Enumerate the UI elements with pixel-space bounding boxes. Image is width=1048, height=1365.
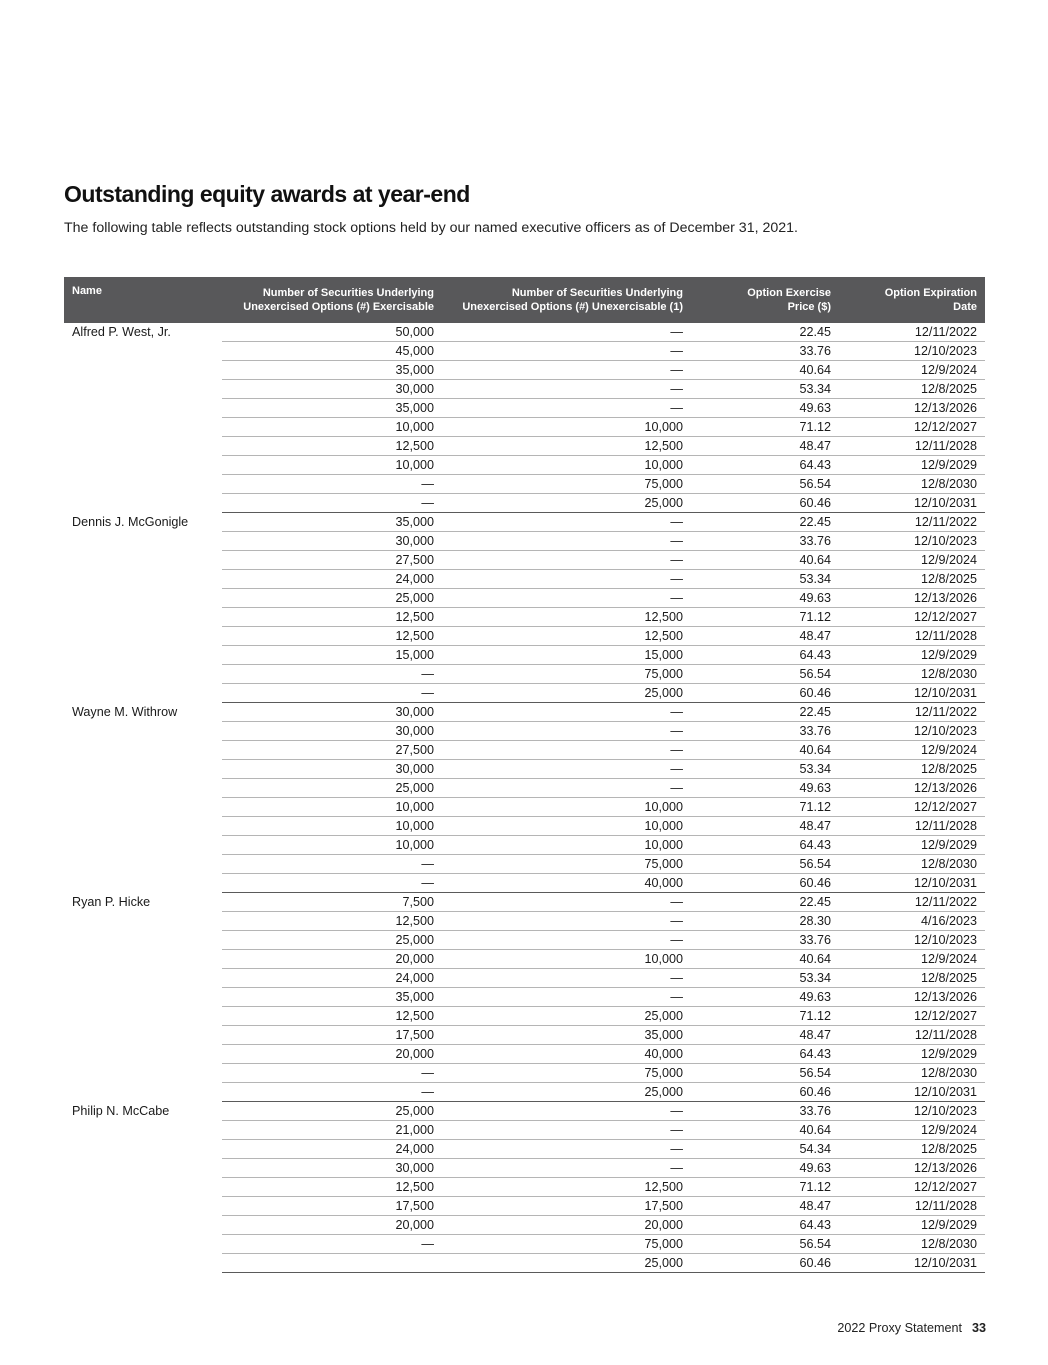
expiration-date-cell: 12/8/2025 — [839, 760, 985, 779]
officer-name: Alfred P. West, Jr. — [72, 325, 171, 339]
expiration-date-cell: 12/11/2028 — [839, 1197, 985, 1216]
unexercisable-cell: — — [442, 399, 691, 418]
exercise-price-cell: 40.64 — [691, 741, 839, 760]
unexercisable-cell: — — [442, 893, 691, 912]
exercisable-cell: — — [222, 874, 442, 893]
exercise-price-cell: 22.45 — [691, 703, 839, 722]
expiration-date-cell: 12/11/2022 — [839, 703, 985, 722]
unexercisable-cell: — — [442, 342, 691, 361]
exercisable-cell: 24,000 — [222, 1140, 442, 1159]
expiration-date-cell: 12/8/2025 — [839, 969, 985, 988]
unexercisable-cell: — — [442, 1121, 691, 1140]
expiration-date-cell: 12/12/2027 — [839, 798, 985, 817]
unexercisable-cell: — — [442, 323, 691, 342]
exercisable-cell: 30,000 — [222, 722, 442, 741]
expiration-date-cell: 12/13/2026 — [839, 779, 985, 798]
exercise-price-cell: 71.12 — [691, 1007, 839, 1026]
exercise-price-cell: 40.64 — [691, 361, 839, 380]
exercisable-cell: 30,000 — [222, 532, 442, 551]
exercise-price-cell: 56.54 — [691, 1064, 839, 1083]
exercise-price-cell: 48.47 — [691, 627, 839, 646]
header-expiration-date: Option Expiration Date — [839, 277, 985, 323]
exercisable-cell: 50,000 — [222, 323, 442, 342]
exercisable-cell: 10,000 — [222, 418, 442, 437]
unexercisable-cell: 75,000 — [442, 1235, 691, 1254]
exercisable-cell: 24,000 — [222, 969, 442, 988]
expiration-date-cell: 12/13/2026 — [839, 399, 985, 418]
unexercisable-cell: 10,000 — [442, 950, 691, 969]
exercise-price-cell: 56.54 — [691, 475, 839, 494]
exercisable-cell: 20,000 — [222, 1216, 442, 1235]
exercise-price-cell: 49.63 — [691, 589, 839, 608]
exercise-price-cell: 56.54 — [691, 665, 839, 684]
expiration-date-cell: 12/9/2029 — [839, 456, 985, 475]
exercisable-cell: — — [222, 684, 442, 703]
expiration-date-cell: 12/10/2023 — [839, 722, 985, 741]
exercisable-cell: 7,500 — [222, 893, 442, 912]
unexercisable-cell: 35,000 — [442, 1026, 691, 1045]
unexercisable-cell: — — [442, 589, 691, 608]
expiration-date-cell: 12/9/2024 — [839, 361, 985, 380]
table-row — [64, 513, 985, 532]
expiration-date-cell: 12/11/2022 — [839, 513, 985, 532]
exercise-price-cell: 64.43 — [691, 836, 839, 855]
expiration-date-cell: 12/10/2031 — [839, 1083, 985, 1102]
unexercisable-cell: — — [442, 513, 691, 532]
expiration-date-cell: 12/11/2028 — [839, 817, 985, 836]
unexercisable-cell: 40,000 — [442, 874, 691, 893]
expiration-date-cell: 12/10/2031 — [839, 684, 985, 703]
exercise-price-cell: 49.63 — [691, 399, 839, 418]
exercise-price-cell: 40.64 — [691, 1121, 839, 1140]
expiration-date-cell: 12/9/2029 — [839, 1216, 985, 1235]
exercise-price-cell: 56.54 — [691, 855, 839, 874]
expiration-date-cell: 12/9/2024 — [839, 950, 985, 969]
exercise-price-cell: 60.46 — [691, 1083, 839, 1102]
exercise-price-cell: 60.46 — [691, 874, 839, 893]
unexercisable-cell: — — [442, 551, 691, 570]
expiration-date-cell: 12/10/2023 — [839, 931, 985, 950]
expiration-date-cell: 12/9/2029 — [839, 646, 985, 665]
expiration-date-cell: 12/8/2030 — [839, 475, 985, 494]
unexercisable-cell: — — [442, 988, 691, 1007]
expiration-date-cell: 12/12/2027 — [839, 1178, 985, 1197]
exercisable-cell: 25,000 — [222, 931, 442, 950]
exercisable-cell: 10,000 — [222, 817, 442, 836]
exercise-price-cell: 64.43 — [691, 1045, 839, 1064]
unexercisable-cell: 75,000 — [442, 475, 691, 494]
expiration-date-cell: 12/9/2029 — [839, 836, 985, 855]
expiration-date-cell: 12/12/2027 — [839, 608, 985, 627]
exercise-price-cell: 48.47 — [691, 437, 839, 456]
expiration-date-cell: 12/10/2031 — [839, 1254, 985, 1273]
unexercisable-cell: 20,000 — [442, 1216, 691, 1235]
exercisable-cell: — — [222, 1235, 442, 1254]
unexercisable-cell: 25,000 — [442, 1083, 691, 1102]
exercise-price-cell: 22.45 — [691, 323, 839, 342]
unexercisable-cell: — — [442, 1140, 691, 1159]
exercisable-cell: 12,500 — [222, 1007, 442, 1026]
unexercisable-cell: 25,000 — [442, 684, 691, 703]
exercise-price-cell: 64.43 — [691, 1216, 839, 1235]
exercisable-cell: 10,000 — [222, 836, 442, 855]
exercise-price-cell: 54.34 — [691, 1140, 839, 1159]
expiration-date-cell: 12/8/2030 — [839, 855, 985, 874]
unexercisable-cell: — — [442, 1102, 691, 1121]
exercisable-cell: 10,000 — [222, 798, 442, 817]
expiration-date-cell: 12/10/2023 — [839, 1102, 985, 1121]
exercisable-cell: 35,000 — [222, 988, 442, 1007]
exercisable-cell: 17,500 — [222, 1197, 442, 1216]
unexercisable-cell: 10,000 — [442, 817, 691, 836]
exercisable-cell: 30,000 — [222, 760, 442, 779]
expiration-date-cell: 12/13/2026 — [839, 988, 985, 1007]
exercisable-cell: 30,000 — [222, 380, 442, 399]
expiration-date-cell: 12/8/2030 — [839, 1064, 985, 1083]
expiration-date-cell: 12/10/2023 — [839, 532, 985, 551]
expiration-date-cell: 12/9/2024 — [839, 741, 985, 760]
exercisable-cell: 30,000 — [222, 703, 442, 722]
exercisable-cell: — — [222, 494, 442, 513]
expiration-date-cell: 12/8/2025 — [839, 1140, 985, 1159]
expiration-date-cell: 12/12/2027 — [839, 418, 985, 437]
intro-paragraph: The following table reflects outstanding stock options held by our named executive officers as of December 31, 2021. — [64, 220, 798, 236]
exercisable-cell: 35,000 — [222, 361, 442, 380]
unexercisable-cell: — — [442, 779, 691, 798]
exercisable-cell: 20,000 — [222, 950, 442, 969]
exercise-price-cell: 64.43 — [691, 646, 839, 665]
unexercisable-cell: 75,000 — [442, 665, 691, 684]
exercise-price-cell: 22.45 — [691, 893, 839, 912]
table-row — [64, 893, 985, 912]
table-header — [64, 277, 985, 323]
exercise-price-cell: 28.30 — [691, 912, 839, 931]
equity-awards-table — [64, 277, 985, 1273]
table-row — [64, 703, 985, 722]
exercisable-cell: 25,000 — [222, 1102, 442, 1121]
exercisable-cell: — — [222, 475, 442, 494]
unexercisable-cell: 12,500 — [442, 627, 691, 646]
expiration-date-cell: 12/10/2031 — [839, 494, 985, 513]
expiration-date-cell: 12/8/2030 — [839, 1235, 985, 1254]
officer-name: Ryan P. Hicke — [72, 894, 151, 909]
officer-name: Philip N. McCabe — [72, 1103, 170, 1118]
exercise-price-cell: 56.54 — [691, 1235, 839, 1254]
exercise-price-cell: 48.47 — [691, 817, 839, 836]
exercise-price-cell: 33.76 — [691, 532, 839, 551]
exercise-price-cell: 40.64 — [691, 551, 839, 570]
expiration-date-cell: 12/10/2031 — [839, 874, 985, 893]
exercisable-cell: 45,000 — [222, 342, 442, 361]
expiration-date-cell: 12/9/2029 — [839, 1045, 985, 1064]
unexercisable-cell: 25,000 — [442, 1254, 691, 1273]
unexercisable-cell: — — [442, 532, 691, 551]
header-name: Name — [64, 277, 222, 323]
unexercisable-cell: 12,500 — [442, 437, 691, 456]
unexercisable-cell: 10,000 — [442, 418, 691, 437]
exercise-price-cell: 53.34 — [691, 969, 839, 988]
expiration-date-cell: 12/9/2024 — [839, 1121, 985, 1140]
expiration-date-cell: 12/13/2026 — [839, 1159, 985, 1178]
expiration-date-cell: 12/10/2023 — [839, 342, 985, 361]
exercisable-cell: — — [222, 855, 442, 874]
expiration-date-cell: 12/13/2026 — [839, 589, 985, 608]
exercise-price-cell: 53.34 — [691, 570, 839, 589]
page-number: 33 — [971, 1321, 986, 1335]
exercisable-cell: 12,500 — [222, 437, 442, 456]
unexercisable-cell: 75,000 — [442, 855, 691, 874]
unexercisable-cell: — — [442, 969, 691, 988]
exercise-price-cell: 71.12 — [691, 1178, 839, 1197]
exercise-price-cell: 48.47 — [691, 1197, 839, 1216]
unexercisable-cell: — — [442, 760, 691, 779]
footer-label: 2022 Proxy Statement — [837, 1321, 962, 1335]
unexercisable-cell: 25,000 — [442, 1007, 691, 1026]
exercisable-cell — [222, 1254, 442, 1273]
exercise-price-cell: 33.76 — [691, 931, 839, 950]
table-row — [64, 1102, 985, 1121]
exercise-price-cell: 53.34 — [691, 760, 839, 779]
expiration-date-cell: 4/16/2023 — [839, 912, 985, 931]
unexercisable-cell: — — [442, 722, 691, 741]
unexercisable-cell: — — [442, 361, 691, 380]
unexercisable-cell: 10,000 — [442, 798, 691, 817]
exercise-price-cell: 71.12 — [691, 418, 839, 437]
unexercisable-cell: 25,000 — [442, 494, 691, 513]
exercise-price-cell: 33.76 — [691, 1102, 839, 1121]
exercisable-cell: 35,000 — [222, 513, 442, 532]
unexercisable-cell: 40,000 — [442, 1045, 691, 1064]
exercisable-cell: 27,500 — [222, 741, 442, 760]
unexercisable-cell: — — [442, 1159, 691, 1178]
unexercisable-cell: — — [442, 931, 691, 950]
expiration-date-cell: 12/8/2025 — [839, 380, 985, 399]
unexercisable-cell: 12,500 — [442, 1178, 691, 1197]
unexercisable-cell: — — [442, 912, 691, 931]
unexercisable-cell: 10,000 — [442, 456, 691, 475]
exercisable-cell: 25,000 — [222, 779, 442, 798]
officer-name: Wayne M. Withrow — [72, 704, 178, 719]
exercise-price-cell: 60.46 — [691, 1254, 839, 1273]
exercisable-cell: 27,500 — [222, 551, 442, 570]
exercisable-cell: 15,000 — [222, 646, 442, 665]
unexercisable-cell: 75,000 — [442, 1064, 691, 1083]
expiration-date-cell: 12/11/2028 — [839, 1026, 985, 1045]
unexercisable-cell: 12,500 — [442, 608, 691, 627]
exercisable-cell: 30,000 — [222, 1159, 442, 1178]
page-footer — [837, 1321, 986, 1335]
exercisable-cell: 12,500 — [222, 608, 442, 627]
expiration-date-cell: 12/11/2022 — [839, 893, 985, 912]
expiration-date-cell: 12/11/2028 — [839, 627, 985, 646]
exercisable-cell: 10,000 — [222, 456, 442, 475]
exercisable-cell: 12,500 — [222, 912, 442, 931]
exercise-price-cell: 71.12 — [691, 798, 839, 817]
exercise-price-cell: 49.63 — [691, 988, 839, 1007]
exercise-price-cell: 49.63 — [691, 1159, 839, 1178]
exercisable-cell: 12,500 — [222, 1178, 442, 1197]
expiration-date-cell: 12/8/2025 — [839, 570, 985, 589]
exercise-price-cell: 22.45 — [691, 513, 839, 532]
header-exercise-price: Option Exercise Price ($) — [691, 277, 839, 323]
exercise-price-cell: 53.34 — [691, 380, 839, 399]
exercise-price-cell: 40.64 — [691, 950, 839, 969]
unexercisable-cell: — — [442, 570, 691, 589]
exercise-price-cell: 60.46 — [691, 684, 839, 703]
exercisable-cell: 35,000 — [222, 399, 442, 418]
exercisable-cell: 12,500 — [222, 627, 442, 646]
officer-name: Dennis J. McGonigle — [72, 514, 189, 529]
expiration-date-cell: 12/8/2030 — [839, 665, 985, 684]
exercisable-cell: — — [222, 665, 442, 684]
exercise-price-cell: 48.47 — [691, 1026, 839, 1045]
exercise-price-cell: 60.46 — [691, 494, 839, 513]
exercisable-cell: 24,000 — [222, 570, 442, 589]
unexercisable-cell: — — [442, 380, 691, 399]
exercisable-cell: 20,000 — [222, 1045, 442, 1064]
header-exercisable: Number of Securities Underlying Unexercised Options (#) Exercisable — [222, 277, 442, 323]
header-unexercisable: Number of Securities Underlying Unexercised Options (#) Unexercisable (1) — [442, 277, 691, 323]
exercisable-cell: 25,000 — [222, 589, 442, 608]
exercise-price-cell: 33.76 — [691, 722, 839, 741]
exercise-price-cell: 64.43 — [691, 456, 839, 475]
page-title: Outstanding equity awards at year-end — [64, 181, 470, 207]
unexercisable-cell: 15,000 — [442, 646, 691, 665]
expiration-date-cell: 12/11/2022 — [839, 323, 985, 342]
exercisable-cell: 21,000 — [222, 1121, 442, 1140]
expiration-date-cell: 12/9/2024 — [839, 551, 985, 570]
unexercisable-cell: — — [442, 741, 691, 760]
table-row — [64, 323, 985, 342]
expiration-date-cell: 12/12/2027 — [839, 1007, 985, 1026]
unexercisable-cell: 10,000 — [442, 836, 691, 855]
unexercisable-cell: — — [442, 703, 691, 722]
expiration-date-cell: 12/11/2028 — [839, 437, 985, 456]
exercise-price-cell: 71.12 — [691, 608, 839, 627]
unexercisable-cell: 17,500 — [442, 1197, 691, 1216]
exercisable-cell: — — [222, 1064, 442, 1083]
exercise-price-cell: 49.63 — [691, 779, 839, 798]
exercise-price-cell: 33.76 — [691, 342, 839, 361]
table-body — [64, 323, 985, 1273]
exercisable-cell: — — [222, 1083, 442, 1102]
exercisable-cell: 17,500 — [222, 1026, 442, 1045]
